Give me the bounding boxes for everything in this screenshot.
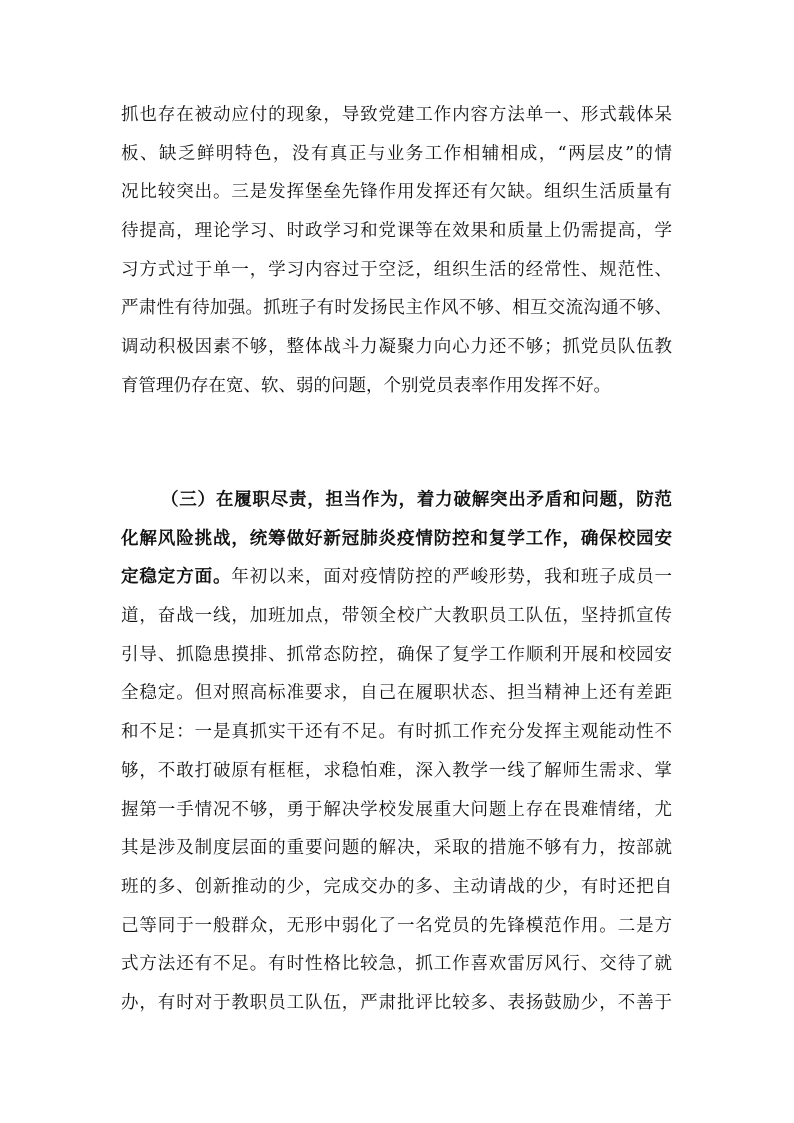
text-line: 习方式过于单一，学习内容过于空泛，组织生活的经常性、规范性、 <box>121 259 672 280</box>
text-line: 道，奋战一线，加班加点，带领全校广大教职员工队伍，坚持抓宣传 <box>121 606 672 627</box>
text-line: 况比较突出。三是发挥堡垒先锋作用发挥还有欠缺。组织生活质量有 <box>121 182 672 203</box>
text-line: 引导、抓隐患摸排、抓常态防控，确保了复学工作顺利开展和校园安 <box>121 644 672 665</box>
text-line: 己等同于一般群众，无形中弱化了一名党员的先锋模范作用。二是方 <box>121 915 672 936</box>
text-line: 办，有时对于教职员工队伍，严肃批评比较多、表扬鼓励少，不善于 <box>121 992 672 1013</box>
paragraph-1 <box>121 96 672 406</box>
section-heading-end: 定稳定方面。 <box>121 567 232 588</box>
text-line-rest: 年初以来，面对疫情防控的严峻形势，我和班子成员一 <box>231 567 673 588</box>
text-line: 抓也存在被动应付的现象，导致党建工作内容方法单一、形式载体呆 <box>121 105 672 125</box>
text-line: 育管理仍存在宽、软、弱的问题，个别党员表率作用发挥不好。 <box>121 375 611 396</box>
paragraph-2 <box>121 481 672 1023</box>
text-line: 握第一手情况不够，勇于解决学校发展重大问题上存在畏难情绪，尤 <box>121 799 672 820</box>
text-line: 板、缺乏鲜明特色，没有真正与业务工作相辅相成，“两层皮”的情 <box>121 143 672 164</box>
text-line: 调动积极因素不够，整体战斗力凝聚力向心力还不够；抓党员队伍教 <box>121 337 672 358</box>
text-line: 待提高，理论学习、时政学习和党课等在效果和质量上仍需提高，学 <box>121 221 672 242</box>
text-line: 式方法还有不足。有时性格比较急，抓工作喜欢雷厉风行、交待了就 <box>121 954 672 975</box>
text-line: 班的多、创新推动的少，完成交办的多、主动请战的少，有时还把自 <box>121 876 672 897</box>
text-line: 严肃性有待加强。抓班子有时发扬民主作风不够、相互交流沟通不够、 <box>121 298 672 319</box>
text-line: 其是涉及制度层面的重要问题的解决，采取的措施不够有力，按部就 <box>121 838 672 859</box>
text-line: 和不足：一是真抓实干还有不足。有时抓工作充分发挥主观能动性不 <box>121 722 672 743</box>
text-line: 够，不敢打破原有框框，求稳怕难，深入教学一线了解师生需求、掌 <box>121 760 672 781</box>
section-heading-line: 化解风险挑战，统筹做好新冠肺炎疫情防控和复学工作，确保校园安 <box>121 528 672 549</box>
text-line <box>121 558 672 597</box>
section-heading-line: （三）在履职尽责，担当作为，着力破解突出矛盾和问题，防范 <box>161 490 672 510</box>
text-line: 全稳定。但对照高标准要求，自己在履职状态、担当精神上还有差距 <box>121 683 672 704</box>
